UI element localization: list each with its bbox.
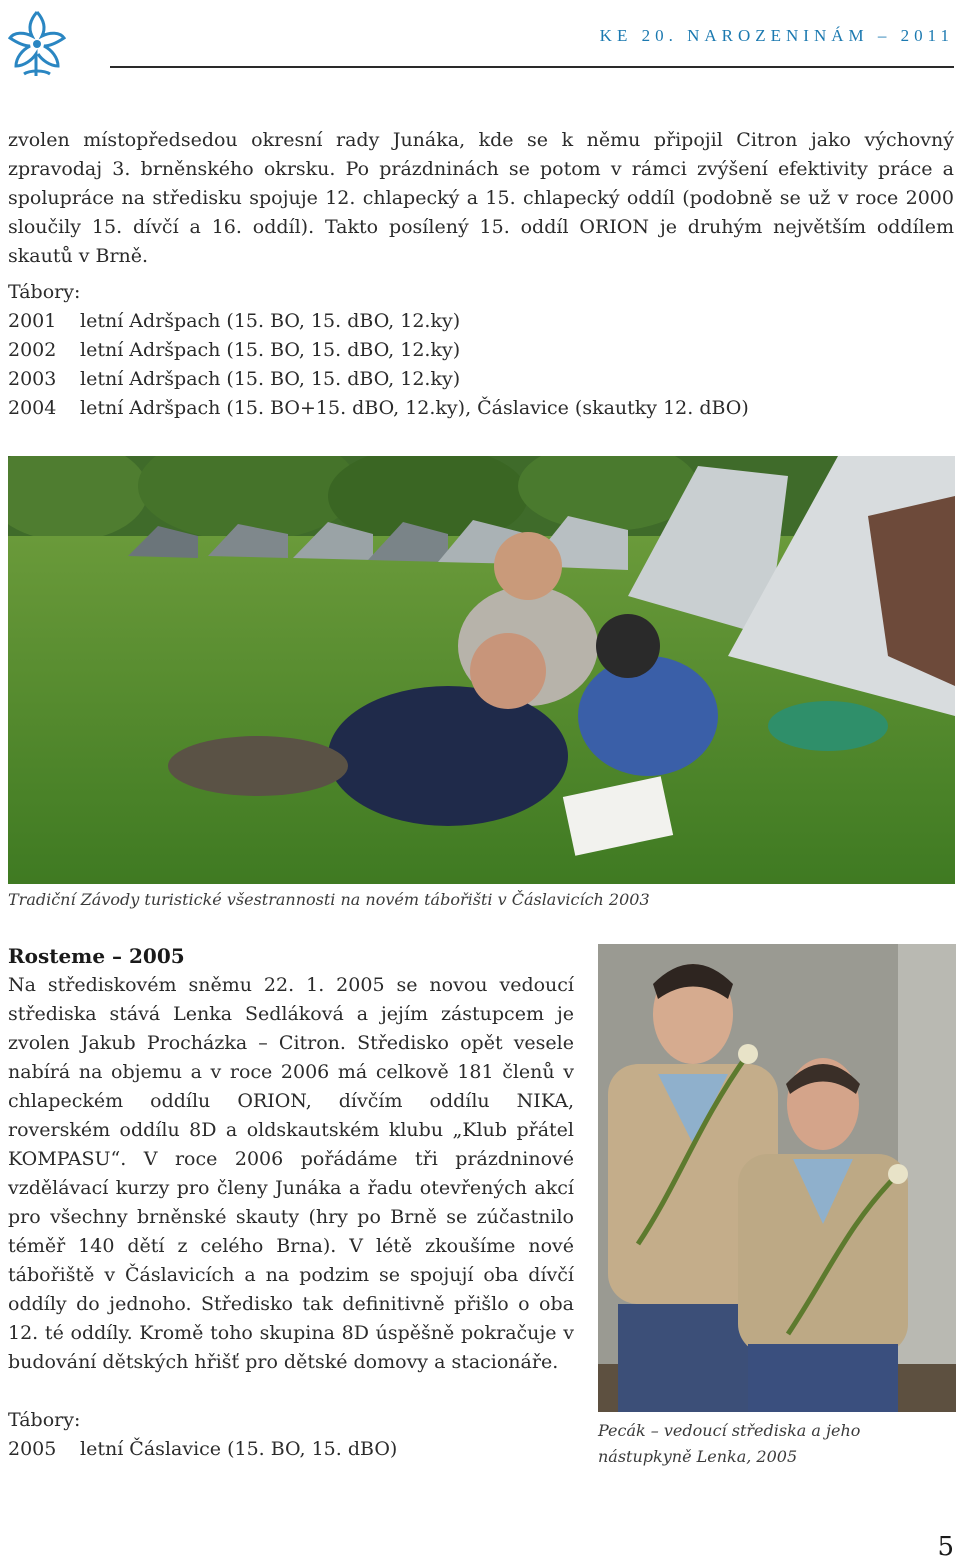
camp-year: 2003 [8,368,57,390]
camp-year: 2004 [8,397,57,419]
camp-row [8,394,948,423]
photo-caption: Pecák – vedoucí střediska a jeho nástupkyně Lenka, 2005 [598,1421,861,1466]
camp-desc: letní Adršpach (15. BO, 15. dBO, 12.ky) [80,310,461,332]
camp-year: 2005 [8,1438,57,1460]
intro-paragraph: zvolen místopředsedou okresní rady Junáka, kde se k němu připojil Citron jako výchovný zpravodaj 3. brněnského okrsku. Po prázdninách se potom v rámci zvýšení efektivity práce a spolupráce na středisku spojuje 12. chlapecký a 15. chlapecký oddíl (podobně se už v roce 2000 sloučily 15. dívčí a 16. oddíl). Takto posílený 15. oddíl ORION je druhým největším oddílem skautů v Brně. [8,129,954,267]
camps-label: Tábory: [8,281,81,303]
camp-year: 2002 [8,339,57,361]
camp-desc: letní Adršpach (15. BO, 15. dBO, 12.ky) [80,339,461,361]
lily-scout-logo-icon [2,6,72,84]
page-number: 5 [937,1532,954,1562]
camp-photo [8,456,955,884]
camps-label: Tábory: [8,1409,81,1431]
leaders-photo [598,944,956,1412]
camp-row [8,307,948,336]
camp-desc: letní Čáslavice (15. BO, 15. dBO) [80,1438,398,1460]
camp-row [8,1435,397,1464]
camps-list-2005 [8,1406,397,1464]
running-header: KE 20. NAROZENINÁM – 2011 [599,26,954,45]
header-rule [110,66,954,68]
camp-row [8,336,948,365]
camp-desc: letní Adršpach (15. BO+15. dBO, 12.ky), Čáslavice (skautky 12. dBO) [80,397,749,419]
camp-year: 2001 [8,310,57,332]
photo-caption: Tradiční Závody turistické všestrannosti na novém tábořišti v Čáslavicích 2003 [8,890,650,909]
section-paragraph: Na střediskovém sněmu 22. 1. 2005 se novou vedoucí střediska stává Lenka Sedláková a jejím zástupcem je zvolen Jakub Procházka – Citron. Středisko opět vesele nabírá na objemu a v roce 2006 má celkově 181 členů v chlapeckém oddílu ORION, dívčím oddílu NIKA, roverském oddílu 8D a oldskautském klubu „Klub přátel KOMPASU“. V roce 2006 pořádáme tři prázdninové vzdělávací kurzy pro členy Junáka a řadu otevřených akcí pro všechny brněnské skauty (hry po Brně se zúčastnilo téměř 140 dětí z celého Brna). V létě zkoušíme nové tábořiště v Čáslavicích a na podzim se spojují oba dívčí oddíly do jednoho. Středisko tak definitivně přišlo o oba 12. té oddíly. Kromě toho skupina 8D úspěšně pokračuje v budování dětských hřišť pro dětské domovy a stacionáře. [8,974,574,1373]
camps-list [8,278,948,423]
camp-row [8,365,948,394]
camp-desc: letní Adršpach (15. BO, 15. dBO, 12.ky) [80,368,461,390]
section-title: Rosteme – 2005 [8,944,185,968]
